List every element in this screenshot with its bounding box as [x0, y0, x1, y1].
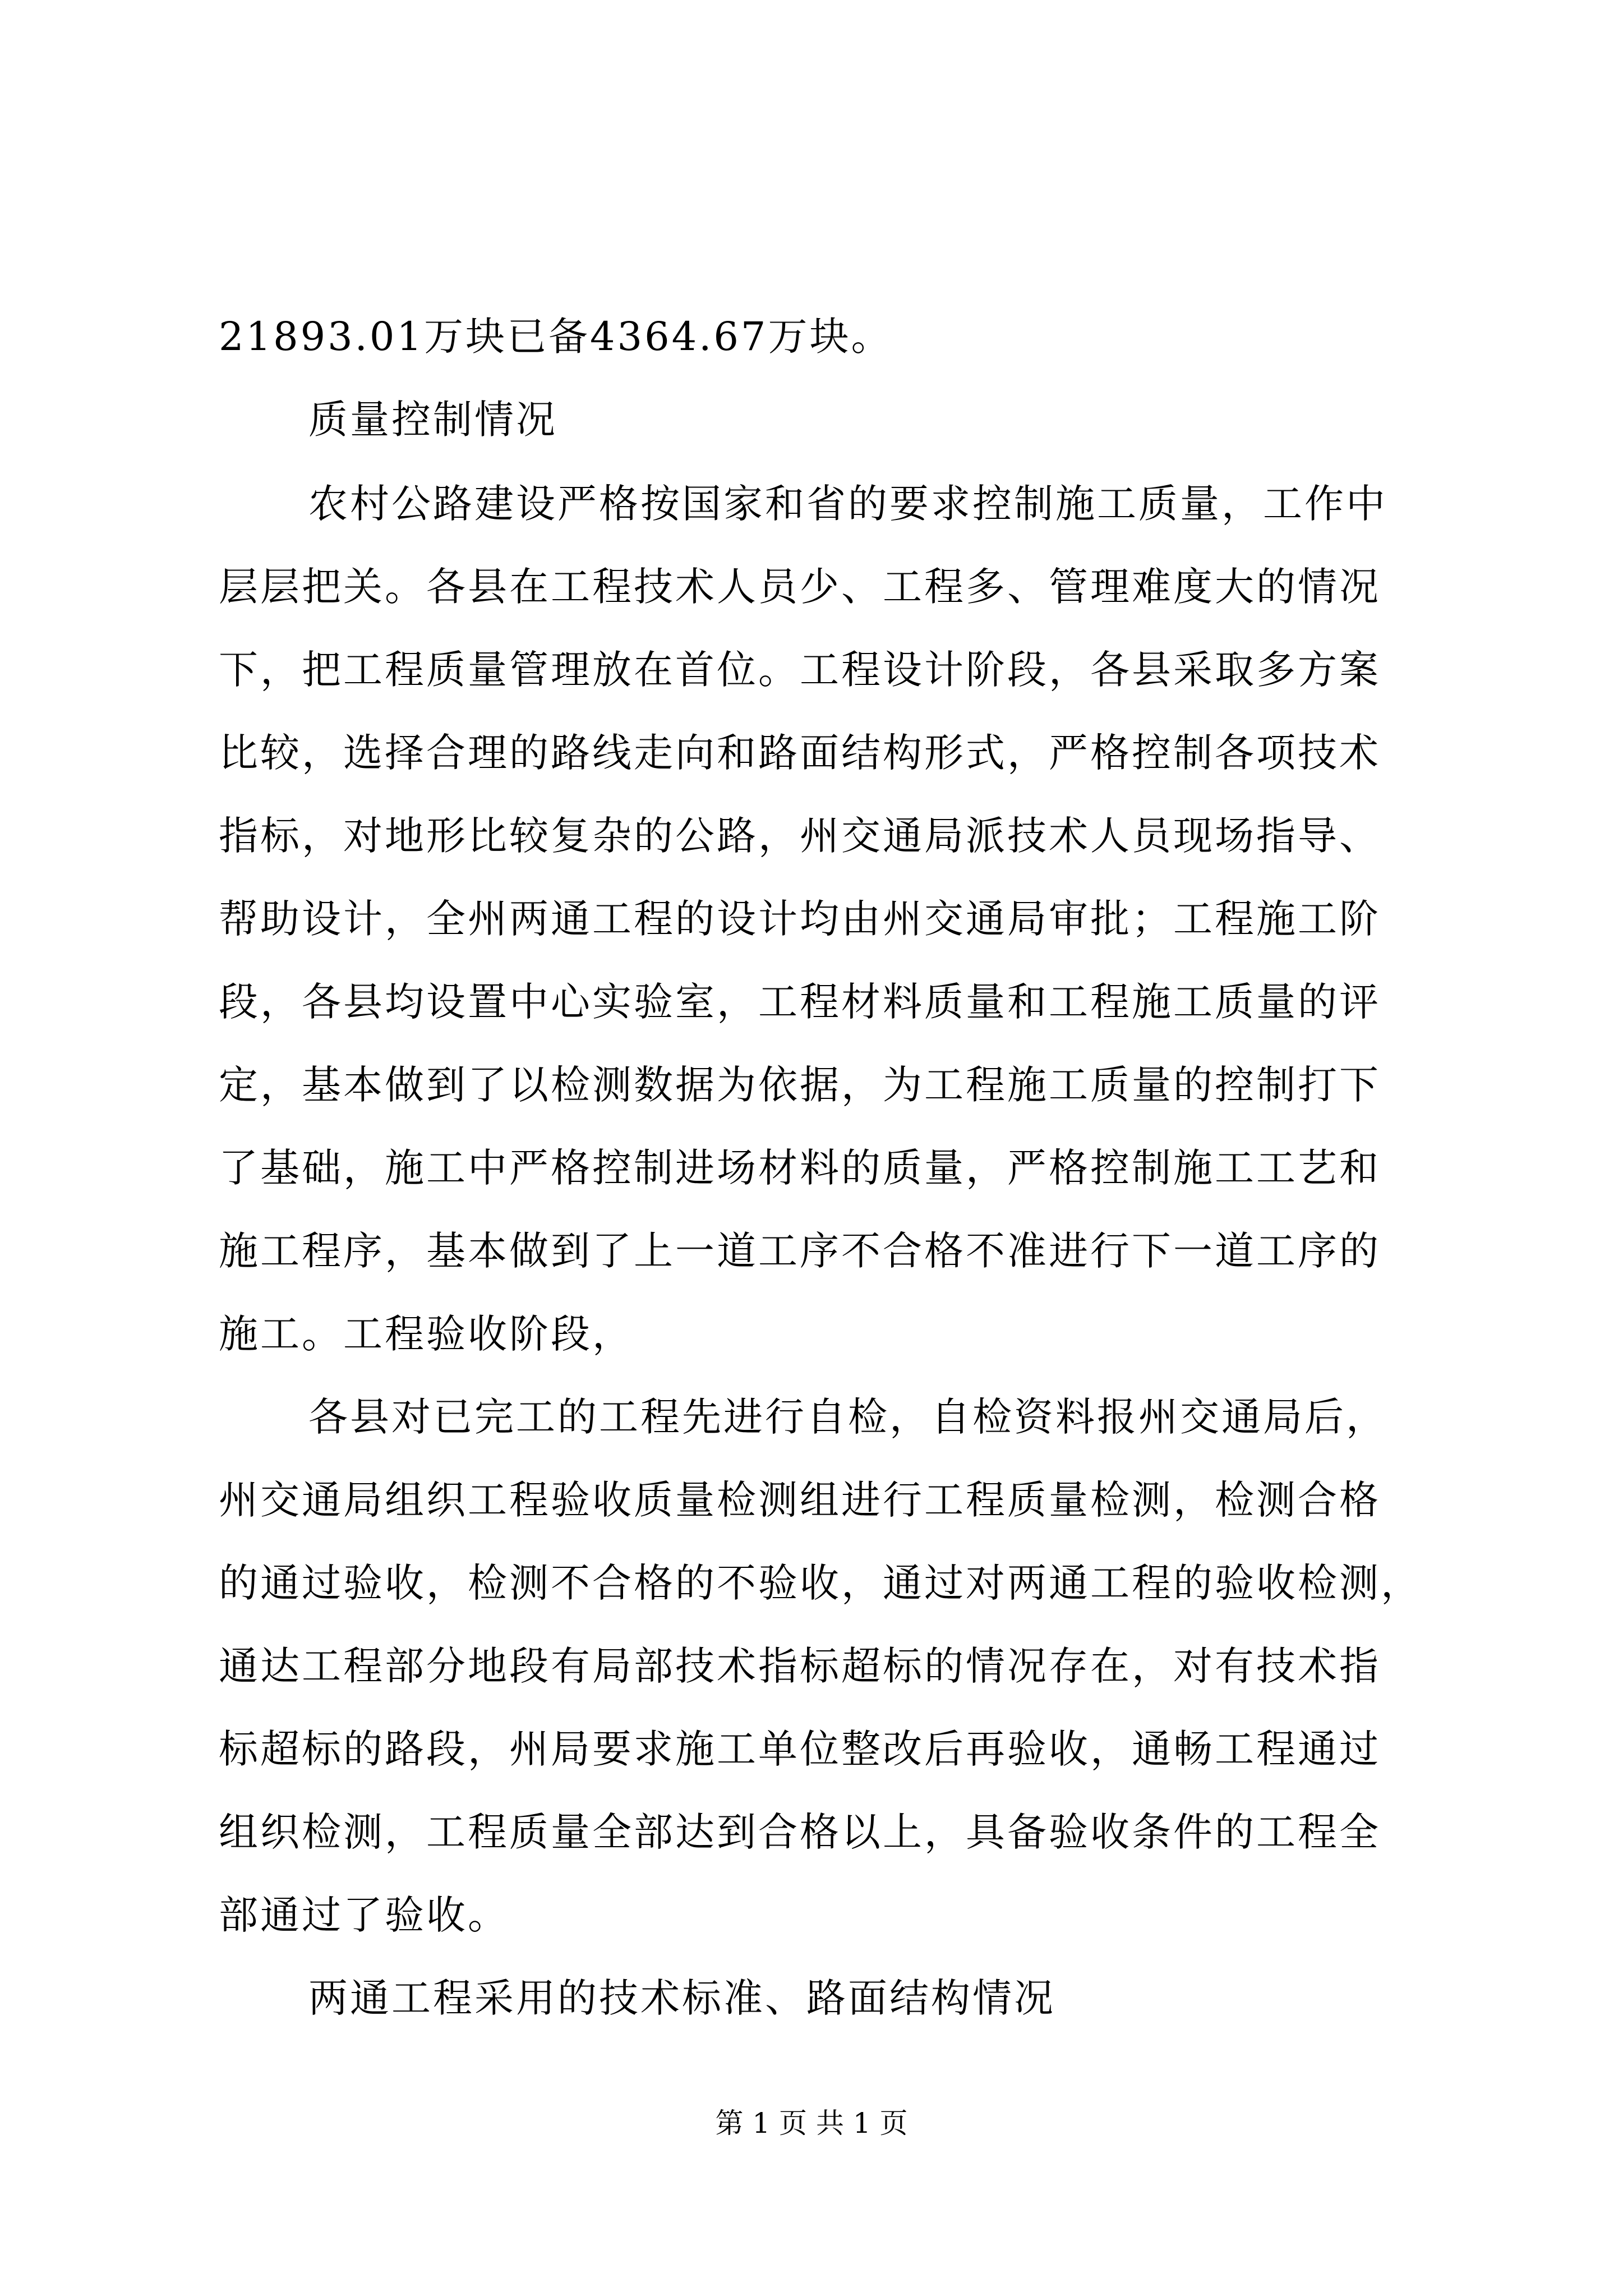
- text-line: 部通过了验收。: [219, 1892, 509, 1938]
- section-heading: 两通工程采用的技术标准、路面结构情况: [308, 1975, 1055, 2021]
- section-heading: 质量控制情况: [308, 397, 557, 443]
- text-line: 帮助设计，全州两通工程的设计均由州交通局审批；工程施工阶: [219, 896, 1381, 942]
- text-line: 农村公路建设严格按国家和省的要求控制施工质量，工作中: [308, 481, 1387, 527]
- text-line: 州交通局组织工程验收质量检测组进行工程质量检测，检测合格: [219, 1477, 1381, 1523]
- text-line: 21893.01万块已备4364.67万块。: [219, 314, 893, 360]
- text-line: 通达工程部分地段有局部技术指标超标的情况存在，对有技术指: [219, 1643, 1381, 1689]
- text-line: 施工程序，基本做到了上一道工序不合格不准进行下一道工序的: [219, 1228, 1381, 1274]
- text-line: 下，把工程质量管理放在首位。工程设计阶段，各县采取多方案: [219, 647, 1381, 693]
- text-line: 施工。工程验收阶段，: [219, 1311, 634, 1357]
- text-line: 指标，对地形比较复杂的公路，州交通局派技术人员现场指导、: [219, 813, 1381, 859]
- text-line: 组织检测，工程质量全部达到合格以上，具备验收条件的工程全: [219, 1809, 1381, 1855]
- text-line: 段，各县均设置中心实验室，工程材料质量和工程施工质量的评: [219, 979, 1381, 1025]
- text-line: 定，基本做到了以检测数据为依据，为工程施工质量的控制打下: [219, 1062, 1381, 1108]
- text-line: 层层把关。各县在工程技术人员少、工程多、管理难度大的情况: [219, 564, 1381, 610]
- text-line: 各县对已完工的工程先进行自检，自检资料报州交通局后，: [308, 1394, 1387, 1440]
- page-number-footer: 第 1 页 共 1 页: [715, 2107, 908, 2139]
- text-line: 比较，选择合理的路线走向和路面结构形式，严格控制各项技术: [219, 730, 1381, 776]
- text-line: 的通过验收，检测不合格的不验收，通过对两通工程的验收检测，: [219, 1560, 1422, 1606]
- text-line: 了基础，施工中严格控制进场材料的质量，严格控制施工工艺和: [219, 1145, 1381, 1191]
- text-line: 标超标的路段，州局要求施工单位整改后再验收，通畅工程通过: [219, 1726, 1381, 1772]
